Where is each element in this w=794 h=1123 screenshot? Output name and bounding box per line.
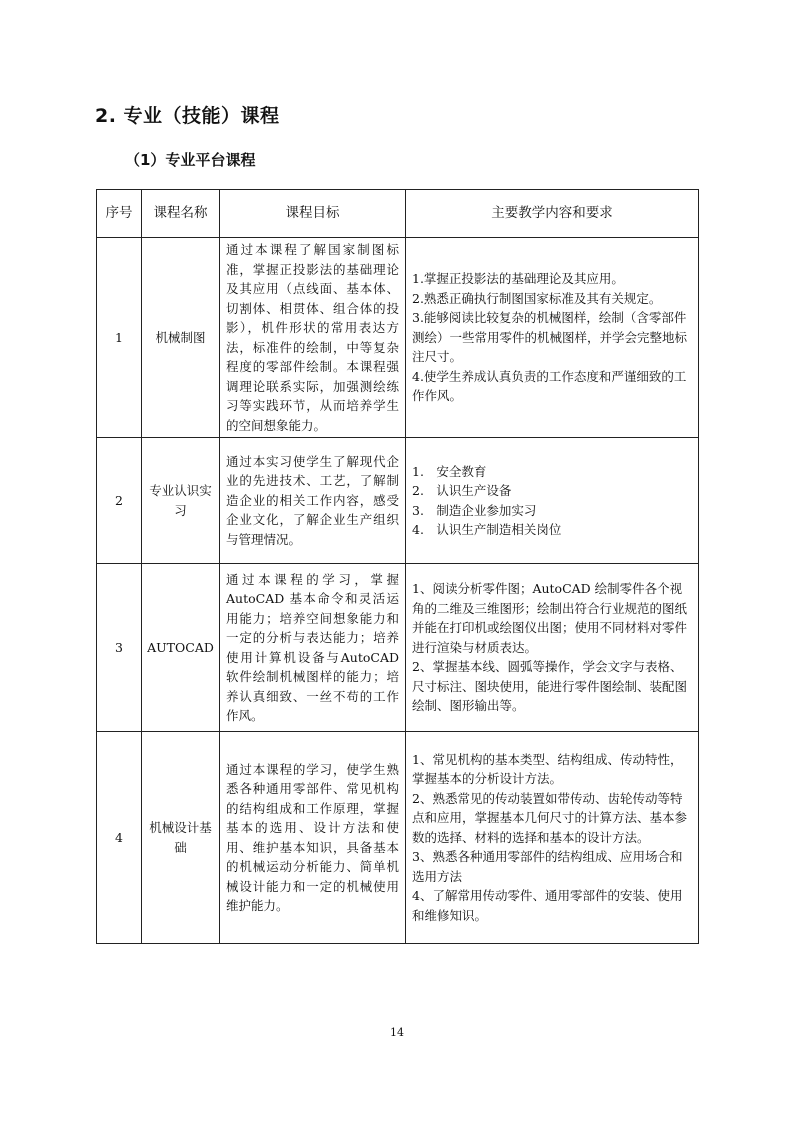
header-index: 序号 xyxy=(97,190,142,238)
course-goal: 通过本课程了解国家制图标准，掌握正投影法的基础理论及其应用（点线面、基本体、切割体、相贯体、组合体的投影），机件形状的常用表达方法，标准件的绘制，中等复杂程度的零部件绘制。本课程强调理论联系实际，加强测绘练习等实践环节，从而培养学生的空间想象能力。 xyxy=(220,238,406,438)
course-name: 专业认识实习 xyxy=(142,438,220,564)
requirement-item: 4. 认识生产制造相关岗位 xyxy=(412,522,562,537)
row-index: 1 xyxy=(97,238,142,438)
course-name: 机械制图 xyxy=(142,238,220,438)
requirement-item: 2、熟悉常见的传动装置如带传动、齿轮传动等特点和应用，掌握基本几何尺寸的计算方法、基本参数的选择、材料的选择和基本的设计方法。 xyxy=(412,790,688,845)
requirement-item: 2. 认识生产设备 xyxy=(412,483,512,498)
requirement-item: 2、掌握基本线、圆弧等操作，学会文字与表格、尺寸标注、图块使用，能进行零件图绘制、装配图绘制、图形输出等。 xyxy=(412,659,688,714)
requirement-item: 3、熟悉各种通用零部件的结构组成、应用场合和选用方法 xyxy=(412,849,683,884)
table-header-row xyxy=(97,190,699,238)
course-goal: 通过本课程的学习，使学生熟悉各种通用零部件、常见机构的结构组成和工作原理，掌握基本的选用、设计方法和使用、维护基本知识，具备基本的机械运动分析能力、简单机械设计能力和一定的机械使用维护能力。 xyxy=(220,732,406,944)
course-requirements xyxy=(406,732,699,944)
requirement-item: 3. 制造企业参加实习 xyxy=(412,502,537,518)
requirement-item: 4.使学生养成认真负责的工作态度和严谨细致的工作作风。 xyxy=(412,368,687,404)
table-row xyxy=(97,238,699,438)
course-goal: 通过本课程的学习，掌握AutoCAD 基本命令和灵活运用能力；培养空间想象能力和一定的分析与表达能力；培养使用计算机设备与AutoCAD 软件绘制机械图样的能力；培养认真细致、一丝不苟的工作作风。 xyxy=(220,564,406,732)
requirement-item: 1、阅读分析零件图；AutoCAD 绘制零件各个视角的二维及三维图形；绘制出符合行业规范的图纸并能在打印机或绘图仪出图；使用不同材料对零件进行渲染与材质表达。 xyxy=(412,581,688,655)
requirement-item: 2.熟悉正确执行制图国家标准及其有关规定。 xyxy=(412,290,662,306)
header-course-name: 课程名称 xyxy=(142,190,220,238)
table-row xyxy=(97,564,699,732)
row-index: 3 xyxy=(97,564,142,732)
header-content-requirements: 主要教学内容和要求 xyxy=(406,190,699,238)
header-course-goal: 课程目标 xyxy=(220,190,406,238)
requirement-item: 1、常见机构的基本类型、结构组成、传动特性，掌握基本的分析设计方法。 xyxy=(412,751,683,787)
requirement-item: 1. 安全教育 xyxy=(412,463,487,479)
requirement-item: 4、了解常用传动零件、通用零部件的安装、使用和维修知识。 xyxy=(412,888,683,923)
course-goal: 通过本实习使学生了解现代企业的先进技术、工艺，了解制造企业的相关工作内容，感受企业文化，了解企业生产组织与管理情况。 xyxy=(220,438,406,564)
course-requirements xyxy=(406,564,699,732)
course-name: AUTOCAD xyxy=(142,564,220,732)
page-number: 14 xyxy=(390,1026,404,1039)
course-table xyxy=(96,189,699,944)
row-index: 2 xyxy=(97,438,142,564)
course-requirements xyxy=(406,238,699,438)
requirement-item: 1.掌握正投影法的基础理论及其应用。 xyxy=(412,271,624,287)
requirement-item: 3.能够阅读比较复杂的机械图样，绘制（含零部件测绘）一些常用零件的机械图样，并学会完整地标注尺寸。 xyxy=(412,310,688,365)
section-title: 2. 专业（技能）课程 xyxy=(95,105,280,127)
course-name: 机械设计基础 xyxy=(142,732,220,944)
table-row xyxy=(97,732,699,944)
course-requirements xyxy=(406,438,699,564)
row-index: 4 xyxy=(97,732,142,944)
table-row xyxy=(97,438,699,564)
sub-section-title: （1）专业平台课程 xyxy=(125,151,256,169)
